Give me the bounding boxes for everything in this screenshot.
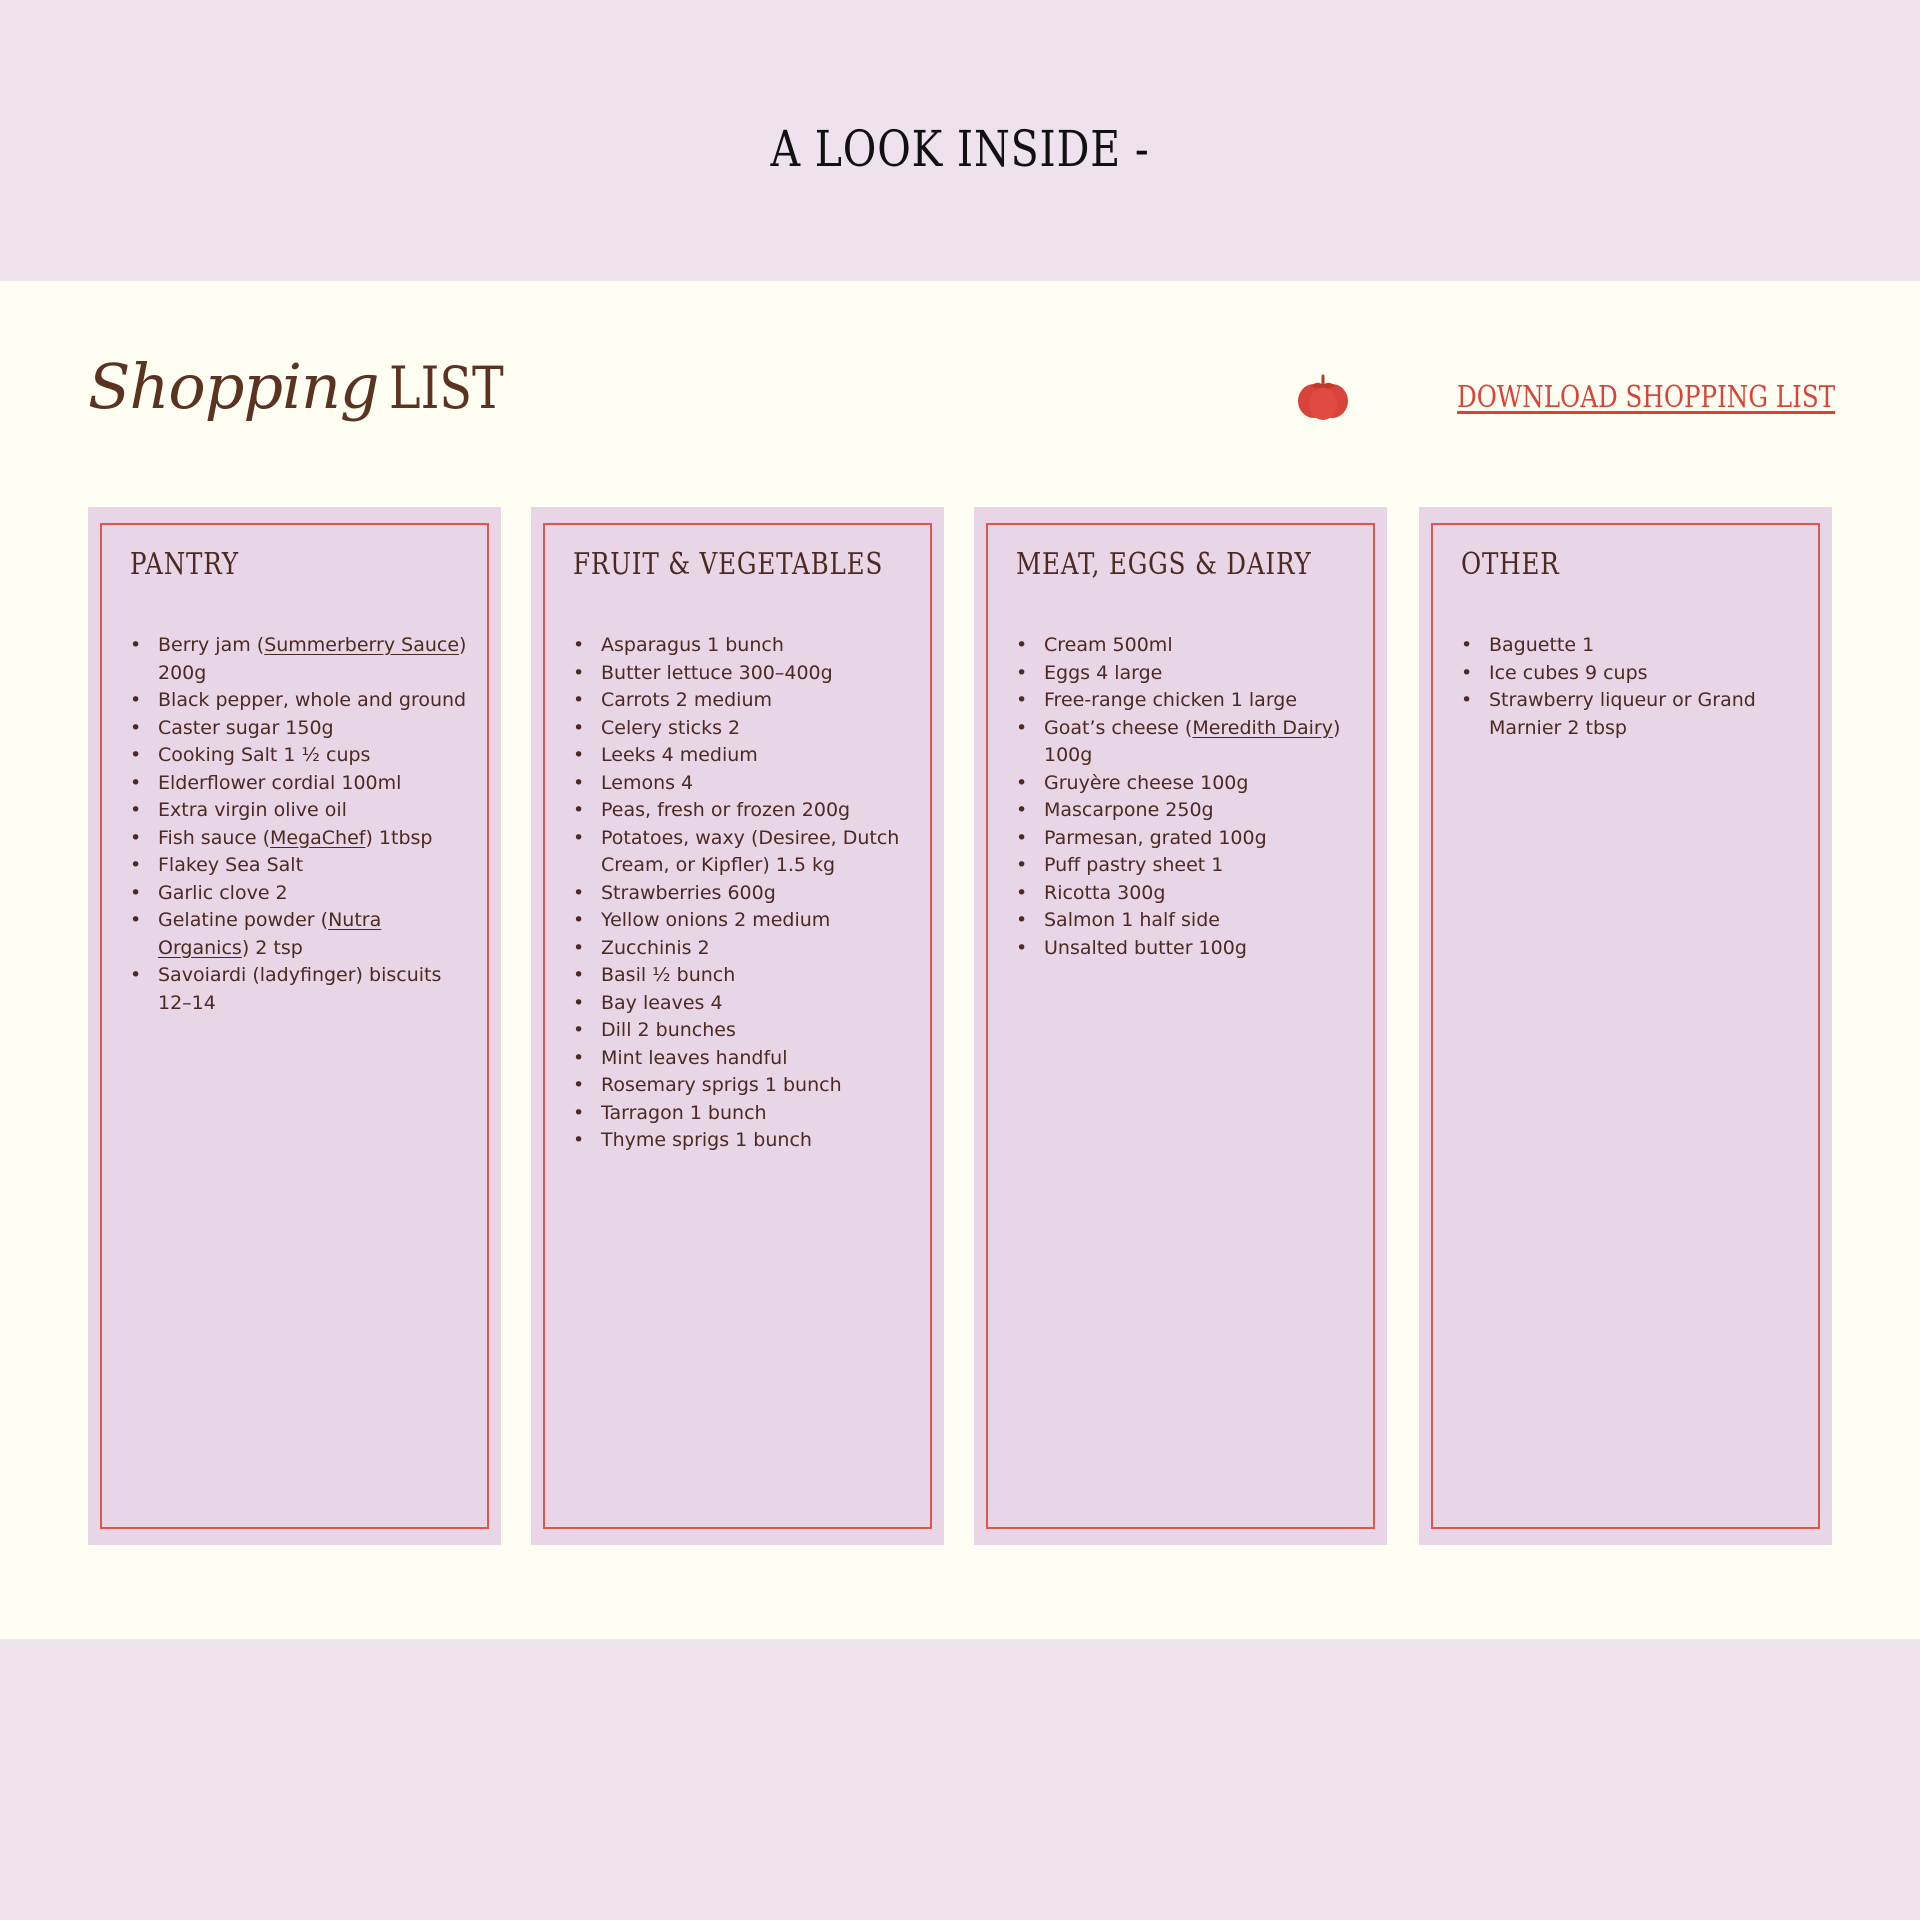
brand-link[interactable]: Nutra Organics bbox=[158, 909, 382, 959]
item-text: Lemons 4 bbox=[601, 771, 694, 794]
item-text: Carrots 2 medium bbox=[601, 689, 773, 711]
item-text: Unsalted butter 100g bbox=[1044, 936, 1247, 959]
item-text: Black pepper, whole and ground bbox=[158, 689, 467, 711]
item-text: Basil ½ bunch bbox=[601, 964, 736, 986]
card-title: OTHER bbox=[1461, 547, 1560, 582]
item-text: Cream 500ml bbox=[1044, 634, 1173, 656]
list-item bbox=[573, 742, 916, 770]
item-list bbox=[130, 632, 487, 1017]
list-item bbox=[130, 852, 473, 880]
card-title: MEAT, EGGS & DAIRY bbox=[1016, 547, 1312, 582]
item-text: Flakey Sea Salt bbox=[158, 854, 304, 876]
list-item bbox=[1016, 715, 1359, 770]
item-text: Potatoes, waxy (Desiree, Dutch Cream, or Kipfler) 1.5 kg bbox=[601, 826, 900, 876]
item-text: Tarragon 1 bunch bbox=[601, 1101, 767, 1124]
list-item bbox=[1461, 632, 1804, 660]
card-fruit-vegetables bbox=[531, 507, 944, 1545]
item-text: Eggs 4 large bbox=[1044, 661, 1163, 684]
card-title: PANTRY bbox=[130, 547, 239, 582]
item-text: Rosemary sprigs 1 bunch bbox=[601, 1074, 842, 1096]
item-text: Zucchinis 2 bbox=[601, 936, 710, 959]
item-text: Ricotta 300g bbox=[1044, 881, 1166, 904]
list-item bbox=[573, 660, 916, 688]
list-item bbox=[1016, 770, 1359, 798]
item-text: Mint leaves handful bbox=[601, 1046, 788, 1069]
list-item bbox=[1016, 907, 1359, 935]
list-item bbox=[1016, 880, 1359, 908]
card-frame bbox=[986, 523, 1375, 1529]
item-text: Strawberries 600g bbox=[601, 881, 776, 904]
item-text: Baguette 1 bbox=[1489, 634, 1595, 656]
header-band bbox=[0, 0, 1920, 281]
list-item bbox=[130, 687, 473, 715]
item-text: Parmesan, grated 100g bbox=[1044, 826, 1267, 849]
list-item bbox=[130, 880, 473, 908]
list-item bbox=[1016, 660, 1359, 688]
list-item bbox=[1016, 797, 1359, 825]
item-text: Gruyère cheese 100g bbox=[1044, 771, 1249, 794]
download-shopping-list-link[interactable] bbox=[1296, 370, 1835, 424]
brand-link[interactable]: MegaChef bbox=[269, 826, 366, 849]
card-frame bbox=[543, 523, 932, 1529]
section-title-caps: LIST bbox=[388, 354, 504, 422]
list-item bbox=[130, 797, 473, 825]
brand-link[interactable]: Summerberry Sauce bbox=[264, 634, 460, 656]
item-text: Bay leaves 4 bbox=[601, 991, 723, 1014]
list-item bbox=[573, 825, 916, 880]
list-item bbox=[573, 632, 916, 660]
item-text: Yellow onions 2 medium bbox=[601, 909, 831, 931]
card-frame bbox=[100, 523, 489, 1529]
item-list bbox=[1016, 632, 1373, 962]
item-text: Caster sugar 150g bbox=[158, 716, 334, 739]
page-title: A LOOK INSIDE - bbox=[770, 120, 1150, 178]
brand-link[interactable]: Meredith Dairy bbox=[1192, 716, 1333, 739]
list-item bbox=[573, 907, 916, 935]
card-meat-eggs-dairy bbox=[974, 507, 1387, 1545]
item-text: ) 100g bbox=[1044, 716, 1341, 766]
item-text: Gelatine powder ( bbox=[158, 909, 329, 931]
list-item bbox=[573, 1100, 916, 1128]
list-item bbox=[573, 1127, 916, 1155]
card-frame bbox=[1431, 523, 1820, 1529]
shopping-cards bbox=[88, 507, 1832, 1545]
list-item bbox=[573, 880, 916, 908]
item-list bbox=[1461, 632, 1818, 742]
list-item bbox=[1016, 825, 1359, 853]
list-item bbox=[573, 770, 916, 798]
item-list bbox=[573, 632, 930, 1155]
item-text: Puff pastry sheet 1 bbox=[1044, 854, 1224, 876]
item-text: Peas, fresh or frozen 200g bbox=[601, 799, 851, 821]
list-item bbox=[573, 935, 916, 963]
footer-band bbox=[0, 1639, 1920, 1920]
list-item bbox=[130, 825, 473, 853]
item-text: Asparagus 1 bunch bbox=[601, 634, 784, 656]
list-item bbox=[1461, 687, 1804, 742]
list-item bbox=[130, 907, 473, 962]
item-text: Dill 2 bunches bbox=[601, 1019, 736, 1041]
item-text: Ice cubes 9 cups bbox=[1489, 661, 1648, 684]
item-text: Goat’s cheese ( bbox=[1044, 716, 1193, 739]
list-item bbox=[130, 632, 473, 687]
section-title bbox=[88, 350, 528, 423]
card-title: FRUIT & VEGETABLES bbox=[573, 547, 884, 582]
list-item bbox=[130, 742, 473, 770]
item-text: Celery sticks 2 bbox=[601, 716, 741, 739]
item-text: Strawberry liqueur or Grand Marnier 2 tbsp bbox=[1489, 689, 1756, 739]
list-item bbox=[573, 990, 916, 1018]
list-item bbox=[1016, 687, 1359, 715]
item-text: ) 200g bbox=[158, 634, 467, 684]
list-item bbox=[573, 1045, 916, 1073]
item-text: Fish sauce ( bbox=[158, 826, 270, 849]
item-text: Extra virgin olive oil bbox=[158, 799, 347, 821]
list-item bbox=[573, 1072, 916, 1100]
list-item bbox=[1461, 660, 1804, 688]
item-text: Cooking Salt 1 ½ cups bbox=[158, 744, 371, 766]
item-text: Leeks 4 medium bbox=[601, 744, 758, 766]
card-pantry bbox=[88, 507, 501, 1545]
section-title-script: Shopping bbox=[88, 350, 379, 423]
list-item bbox=[130, 715, 473, 743]
item-text: Elderflower cordial 100ml bbox=[158, 771, 402, 794]
list-item bbox=[1016, 632, 1359, 660]
item-text: Thyme sprigs 1 bunch bbox=[601, 1129, 812, 1151]
list-item bbox=[573, 715, 916, 743]
item-text: Butter lettuce 300–400g bbox=[601, 661, 833, 684]
list-item bbox=[1016, 852, 1359, 880]
item-text: Berry jam ( bbox=[158, 634, 265, 656]
download-label[interactable]: DOWNLOAD SHOPPING LIST bbox=[1456, 379, 1835, 415]
list-item bbox=[573, 1017, 916, 1045]
item-text: ) 2 tsp bbox=[241, 936, 303, 959]
item-text: Savoiardi (ladyfinger) biscuits 12–14 bbox=[158, 964, 442, 1014]
list-item bbox=[130, 770, 473, 798]
item-text: Mascarpone 250g bbox=[1044, 799, 1214, 821]
item-text: ) 1tbsp bbox=[365, 826, 433, 849]
list-item bbox=[130, 962, 473, 1017]
list-item bbox=[573, 962, 916, 990]
card-other bbox=[1419, 507, 1832, 1545]
tomato-icon bbox=[1296, 370, 1350, 424]
list-item bbox=[573, 687, 916, 715]
item-text: Garlic clove 2 bbox=[158, 881, 288, 904]
item-text: Free-range chicken 1 large bbox=[1044, 689, 1298, 711]
item-text: Salmon 1 half side bbox=[1044, 909, 1220, 931]
list-item bbox=[1016, 935, 1359, 963]
list-item bbox=[573, 797, 916, 825]
